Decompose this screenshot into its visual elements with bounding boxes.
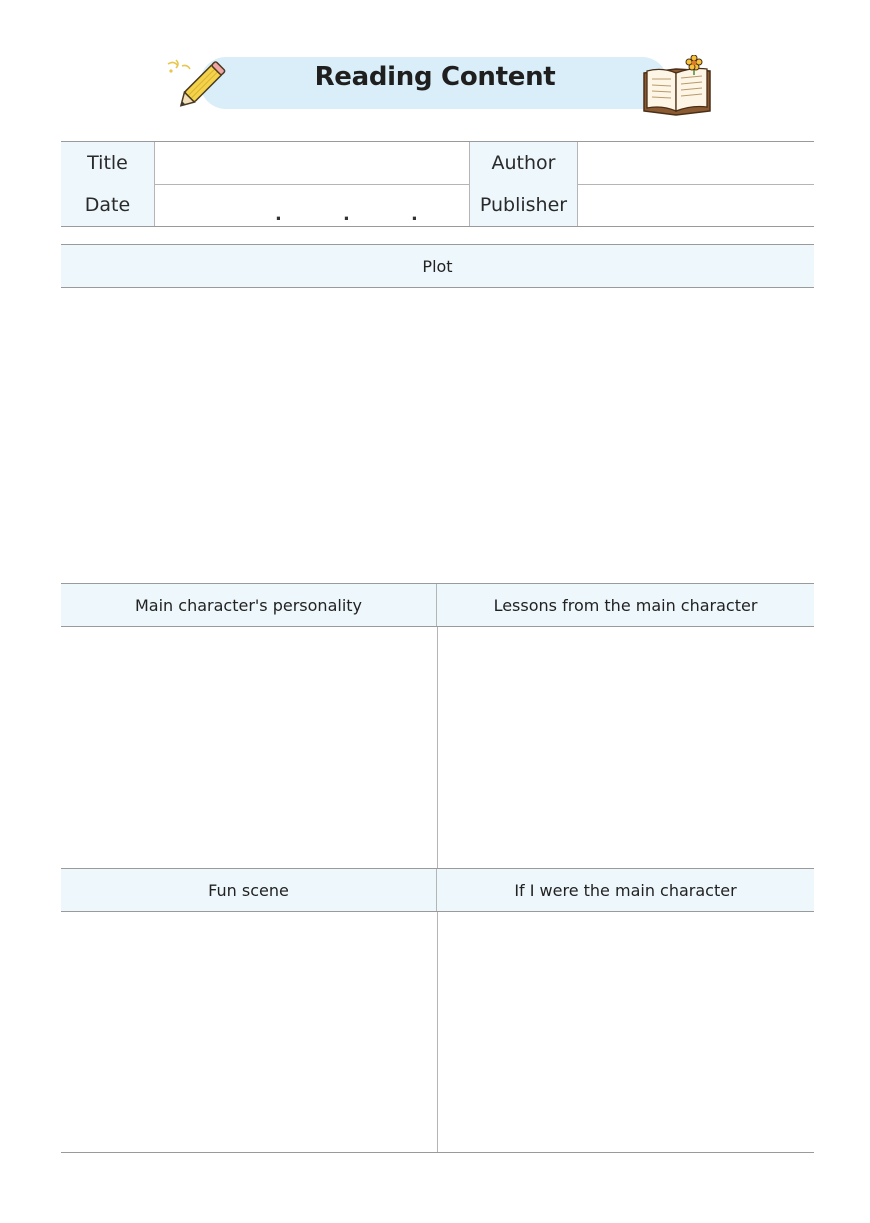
- date-separator-3: .: [411, 204, 418, 225]
- personality-writing-area[interactable]: [61, 627, 437, 868]
- plot-heading: Plot: [422, 256, 453, 276]
- title-label: Title: [61, 142, 155, 184]
- lessons-writing-area[interactable]: [438, 627, 814, 868]
- personality-heading: Main character's personality: [61, 584, 437, 626]
- fun-scene-heading: Fun scene: [61, 869, 437, 911]
- lessons-heading: Lessons from the main character: [493, 595, 758, 615]
- publisher-field[interactable]: [578, 184, 814, 226]
- plot-header: [61, 244, 814, 288]
- plot-writing-area[interactable]: [61, 288, 814, 583]
- fun-scene-writing-area[interactable]: [61, 912, 437, 1152]
- date-separator-2: .: [343, 204, 350, 225]
- title-field[interactable]: [155, 142, 470, 184]
- character-header-row: [61, 583, 814, 627]
- book-info-table: [61, 141, 814, 227]
- publisher-label: Publisher: [470, 184, 578, 226]
- if-i-were-heading: If I were the main character: [514, 880, 737, 900]
- bottom-border: [61, 1152, 814, 1153]
- page-title: Reading Content: [314, 62, 556, 92]
- if-i-were-writing-area[interactable]: [438, 912, 814, 1152]
- scene-header-row: [61, 868, 814, 912]
- date-separators: [155, 190, 469, 232]
- author-field[interactable]: [578, 142, 814, 184]
- author-label: Author: [470, 142, 578, 184]
- info-row-date: [61, 184, 814, 226]
- info-row-title: [61, 142, 814, 185]
- open-book-icon: [640, 55, 714, 117]
- date-separator-1: .: [275, 204, 282, 225]
- pencil-icon: [162, 58, 232, 114]
- date-label: Date: [61, 184, 155, 226]
- date-field[interactable]: [155, 184, 470, 226]
